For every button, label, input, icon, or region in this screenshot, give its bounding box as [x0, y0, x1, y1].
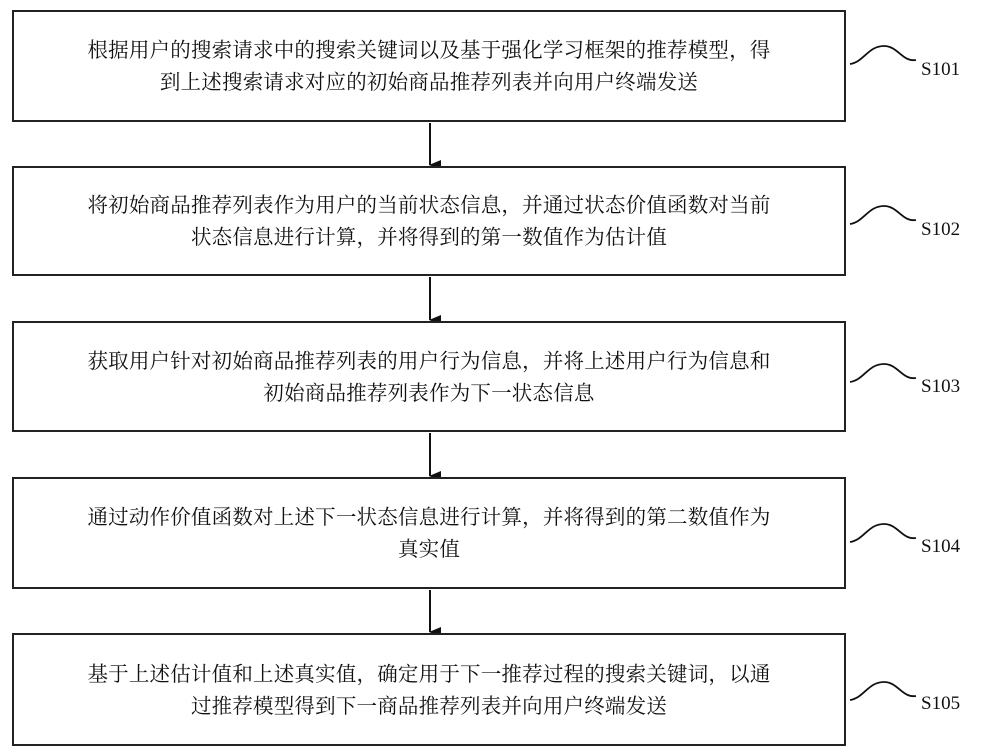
label-leader-line: [850, 364, 916, 382]
step-label-s101: S101: [921, 59, 961, 80]
step-label-s104: S104: [921, 536, 961, 557]
step-text-line: 状态信息进行计算，并将得到的第一数值作为估计值: [190, 225, 668, 249]
label-leader-line: [850, 46, 916, 64]
step-text-line: 到上述搜索请求对应的初始商品推荐列表并向用户终端发送: [159, 70, 699, 94]
label-leader-line: [850, 206, 916, 224]
step-label-s102: S102: [921, 219, 961, 240]
label-leader-line: [850, 682, 916, 700]
step-box-s104: [12, 477, 846, 589]
step-box-s103: [12, 321, 846, 432]
step-text-line: 通过动作价值函数对上述下一状态信息进行计算，并将得到的第二数值作为: [87, 505, 771, 529]
step-box-s102: [12, 166, 846, 276]
step-text-line: 过推荐模型得到下一商品推荐列表并向用户终端发送: [190, 693, 668, 718]
step-box-s105: [12, 633, 846, 746]
step-text-line: 获取用户针对初始商品推荐列表的用户行为信息，并将上述用户行为信息和: [87, 348, 771, 373]
step-text-line: 基于上述估计值和上述真实值，确定用于下一推荐过程的搜索关键词，以通: [87, 661, 771, 686]
step-box-s101: [12, 10, 846, 122]
step-text-line: 根据用户的搜索请求中的搜索关键词以及基于强化学习框架的推荐模型，得: [87, 38, 771, 62]
step-label-s105: S105: [921, 693, 961, 714]
step-text-line: 将初始商品推荐列表作为用户的当前状态信息，并通过状态价值函数对当前: [87, 193, 771, 217]
step-text-line: 真实值: [397, 537, 461, 561]
step-label-s103: S103: [921, 376, 961, 397]
step-text-line: 初始商品推荐列表作为下一状态信息: [263, 380, 595, 405]
label-leader-line: [850, 524, 916, 542]
